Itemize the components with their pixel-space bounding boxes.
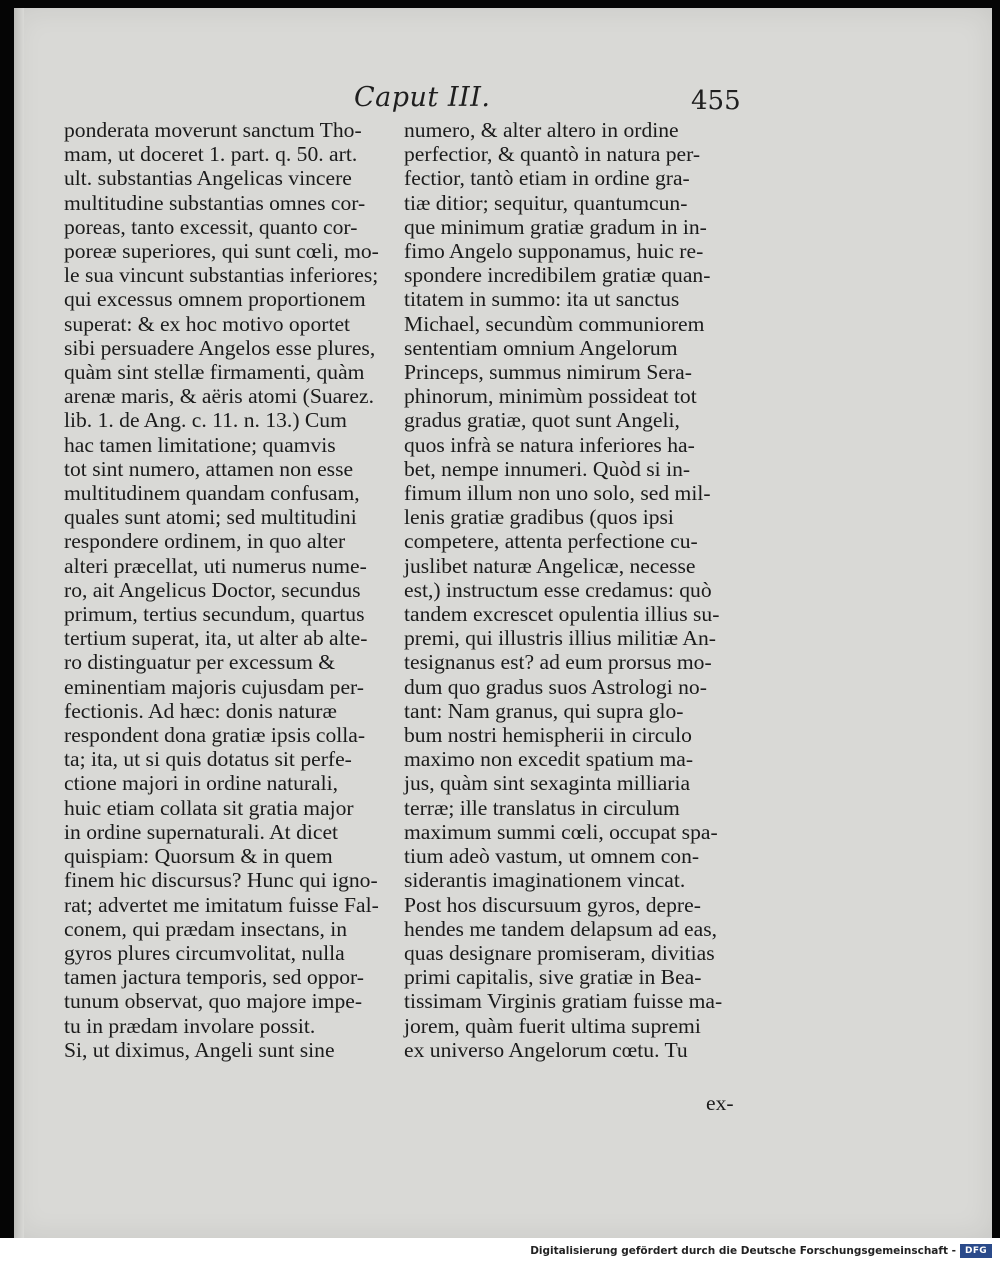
text-line: ro distinguatur per excessum &: [64, 650, 336, 675]
text-line: sententiam omnium Angelorum: [404, 335, 678, 360]
text-line: huic etiam collata sit gratia major: [64, 795, 354, 820]
text-line: competere, attenta perfectione cu-: [404, 529, 698, 554]
text-line: numero, & alter altero in ordine: [404, 118, 679, 142]
text-line: ctione majori in ordine naturali,: [64, 771, 339, 796]
text-line: finem hic discursus? Hunc qui igno-: [64, 868, 378, 893]
text-line: hac tamen limitatione; quamvis: [64, 432, 336, 457]
text-line: rat; advertet me imitatum fuisse Fal-: [64, 892, 379, 917]
text-column-left: [64, 118, 394, 1062]
text-line: phinorum, minimùm possideat tot: [404, 384, 697, 409]
text-line: siderantis imaginationem vincat.: [404, 868, 686, 893]
text-line: conem, qui prædam insectans, in: [64, 916, 348, 941]
text-line: tant: Nam granus, qui supra glo-: [404, 698, 684, 723]
text-line: respondent dona gratiæ ipsis colla-: [64, 723, 366, 748]
text-line: Michael, secundùm communiorem: [404, 311, 705, 336]
text-line: juslibet naturæ Angelicæ, necesse: [404, 553, 696, 578]
footer-bar: [0, 1238, 1000, 1264]
text-line: lenis gratiæ gradibus (quos ipsi: [404, 505, 674, 530]
running-header: Caput III.: [354, 82, 491, 113]
text-line: tertium superat, ita, ut alter ab alte-: [64, 626, 368, 651]
text-line: perfectior, & quantò in natura per-: [404, 142, 701, 167]
text-line: jorem, quàm fuerit ultima supremi: [404, 1013, 701, 1038]
text-line: tesignanus est? ad eum prorsus mo-: [404, 650, 712, 675]
text-line: quispiam: Quorsum & in quem: [64, 844, 333, 869]
text-line: maximo non excedit spatium ma-: [404, 747, 694, 772]
text-line: gyros plures circumvolitat, nulla: [64, 940, 345, 965]
text-line: in ordine supernaturali. At dicet: [64, 819, 339, 844]
text-line: tu in prædam involare possit.: [64, 1013, 316, 1038]
text-line: superat: & ex hoc motivo oportet: [64, 311, 351, 336]
text-line: Post hos discursuum gyros, depre-: [404, 892, 701, 917]
text-line: quàm sint stellæ firmamenti, quàm: [64, 360, 365, 385]
text-line: ta; ita, ut si quis dotatus sit perfe-: [64, 747, 352, 772]
text-line: fimum illum non uno solo, sed mil-: [404, 481, 711, 506]
text-line: tandem excrescet opulentia illius su-: [404, 602, 720, 627]
text-line: fimo Angelo supponamus, huic re-: [404, 239, 704, 264]
text-line: est,) instructum esse credamus: quò: [404, 577, 712, 602]
text-line: premi, qui illustris illius militiæ An-: [404, 626, 716, 651]
text-line: tot sint numero, attamen non esse: [64, 456, 354, 481]
text-line: multitudinem quandam confusam,: [64, 481, 360, 506]
text-line: lib. 1. de Ang. c. 11. n. 13.) Cum: [64, 408, 347, 433]
text-line: spondere incredibilem gratiæ quan-: [404, 263, 711, 288]
text-line: le sua vincunt substantias inferiores;: [64, 263, 379, 288]
text-line: fectionis. Ad hæc: donis naturæ: [64, 698, 337, 723]
text-line: Si, ut diximus, Angeli sunt sine: [64, 1037, 335, 1062]
text-line: primi capitalis, sive gratiæ in Bea-: [404, 965, 702, 990]
text-line: respondere ordinem, in quo alter: [64, 529, 346, 554]
catchword: ex-: [706, 1091, 734, 1115]
text-line: eminentiam majoris cujusdam per-: [64, 674, 364, 699]
text-line: titatem in summo: ita ut sanctus: [404, 287, 680, 312]
text-line: tissimam Virginis gratiam fuisse ma-: [404, 989, 723, 1014]
text-line: ro, ait Angelicus Doctor, secundus: [64, 577, 361, 602]
text-line: que minimum gratiæ gradum in in-: [404, 214, 707, 239]
text-line: poreas, tanto excessit, quanto cor-: [64, 214, 358, 239]
text-line: poreæ superiores, qui sunt cœli, mo-: [64, 239, 379, 264]
dfg-logo-icon: DFG: [960, 1244, 992, 1258]
text-line: tunum observat, quo majore impe-: [64, 989, 363, 1014]
page-gutter: [14, 8, 24, 1238]
text-line: bet, nempe innumeri. Quòd si in-: [404, 456, 691, 481]
text-line: arenæ maris, & aëris atomi (Suarez.: [64, 384, 374, 409]
text-line: hendes me tandem delapsum ad eas,: [404, 916, 718, 941]
text-line: dum quo gradus suos Astrologi no-: [404, 674, 707, 699]
text-line: terræ; ille translatus in circulum: [404, 795, 680, 820]
text-line: fectior, tantò etiam in ordine gra-: [404, 166, 690, 191]
text-line: quas designare promiseram, divitias: [404, 940, 715, 965]
text-line: tamen jactura temporis, sed oppor-: [64, 965, 364, 990]
text-line: tium adeò vastum, ut omnem con-: [404, 844, 700, 869]
text-line: alteri præcellat, uti numerus nume-: [64, 553, 367, 578]
footer-funding-note: Digitalisierung gefördert durch die Deutsche Forschungsgemeinschaft -: [530, 1245, 956, 1257]
text-line: ex universo Angelorum cœtu. Tu: [404, 1037, 688, 1062]
text-line: primum, tertius secundum, quartus: [64, 602, 365, 627]
text-line: sibi persuadere Angelos esse plures,: [64, 335, 376, 360]
page-number: 455: [691, 86, 741, 116]
text-line: maximum summi cœli, occupat spa-: [404, 819, 718, 844]
text-line: bum nostri hemispherii in circulo: [404, 723, 692, 748]
text-line: ponderata moverunt sanctum Tho-: [64, 118, 362, 142]
text-column-right: [404, 118, 750, 1062]
text-line: mam, ut doceret 1. part. q. 50. art.: [64, 142, 358, 167]
text-line: jus, quàm sint sexaginta milliaria: [404, 771, 691, 796]
text-line: Princeps, summus nimirum Sera-: [404, 360, 692, 385]
text-line: quos infrà se natura inferiores ha-: [404, 432, 695, 457]
text-line: tiæ ditior; sequitur, quantumcun-: [404, 190, 688, 215]
text-line: ult. substantias Angelicas vincere: [64, 166, 352, 191]
text-line: multitudine substantias omnes cor-: [64, 190, 366, 215]
text-line: qui excessus omnem proportionem: [64, 287, 366, 312]
scanned-page: [14, 8, 992, 1238]
text-line: quales sunt atomi; sed multitudini: [64, 505, 357, 530]
text-line: gradus gratiæ, quot sunt Angeli,: [404, 408, 680, 433]
